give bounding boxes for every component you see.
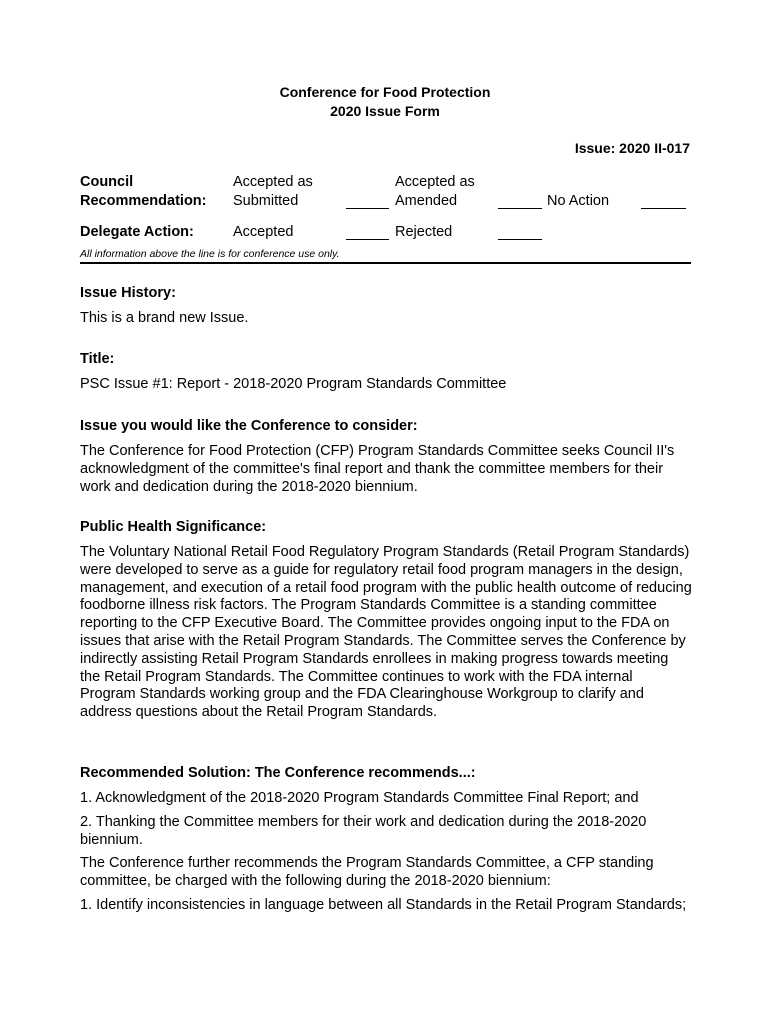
delegate-action-label: Delegate Action: xyxy=(80,224,194,240)
recommended-item-2: 2. Thanking the Committee members for their work and dedication during the 2018-2020 biennium. xyxy=(80,814,647,848)
no-action-blank[interactable] xyxy=(641,208,686,209)
issue-history-heading: Issue History: xyxy=(80,285,176,301)
title-heading: Title: xyxy=(80,351,115,367)
delegate-rejected-option: Rejected xyxy=(395,224,453,240)
further-recommendation: The Conference further recommends the Program Standards Committee, a CFP standing committee, be charged with the following during the 2018-2020 biennium: xyxy=(80,855,654,889)
form-title: Conference for Food Protection xyxy=(279,84,491,100)
divider-line xyxy=(80,262,691,264)
charge-item-1: 1. Identify inconsistencies in language between all Standards in the Retail Program Standards; xyxy=(80,897,687,913)
delegate-rejected-blank[interactable] xyxy=(498,239,542,240)
accepted-as-submitted-blank[interactable] xyxy=(346,208,389,209)
no-action-option: No Action xyxy=(547,193,610,209)
recommended-solution-heading: Recommended Solution: The Conference recommends...: xyxy=(80,765,476,781)
recommended-item-1: 1. Acknowledgment of the 2018-2020 Program Standards Committee Final Report; and xyxy=(80,790,639,806)
accepted-as-amended-option: Accepted as Amended xyxy=(395,174,475,209)
title-text: PSC Issue #1: Report - 2018-2020 Program Standards Committee xyxy=(80,376,507,392)
issue-consider-heading: Issue you would like the Conference to consider: xyxy=(80,418,418,434)
conference-use-note: All information above the line is for conference use only. xyxy=(80,248,340,260)
issue-consider-text: The Conference for Food Protection (CFP) Program Standards Committee seeks Council II's acknowledgment of the committee's final report and thank the committee members for their work and dedication during the 2018-2020 biennium. xyxy=(80,443,675,495)
form-subtitle: 2020 Issue Form xyxy=(330,103,440,119)
public-health-heading: Public Health Significance: xyxy=(80,519,267,535)
delegate-accepted-option: Accepted xyxy=(233,224,294,240)
public-health-text: The Voluntary National Retail Food Regulatory Program Standards (Retail Program Standards) were developed to serve as a guide for regulatory retail food program managers in the design, management, and execution of a retail food program with the public health outcome of reducing foodborne illness risk factors. The Program Standards Committee is a standing committee reporting to the CFP Executive Board. The Committee provides ongoing input to the FDA on issues that arise with the Retail Program Standards. The Committee serves the Conference by indirectly assisting Retail Program Standards enrollees in making progress towards meeting the Retail Program Standards. The Committee continues to work with the FDA internal Program Standards working group and the FDA Clearinghouse Workgroup to clarify and address questions about the Retail Program Standards. xyxy=(80,544,692,721)
issue-history-text: This is a brand new Issue. xyxy=(80,310,249,326)
accepted-as-submitted-option: Accepted as Submitted xyxy=(233,174,313,209)
accepted-as-amended-blank[interactable] xyxy=(498,208,542,209)
council-recommendation-label: Council Recommendation: xyxy=(80,174,207,209)
delegate-accepted-blank[interactable] xyxy=(346,239,389,240)
issue-number: Issue: 2020 II-017 xyxy=(574,140,690,156)
